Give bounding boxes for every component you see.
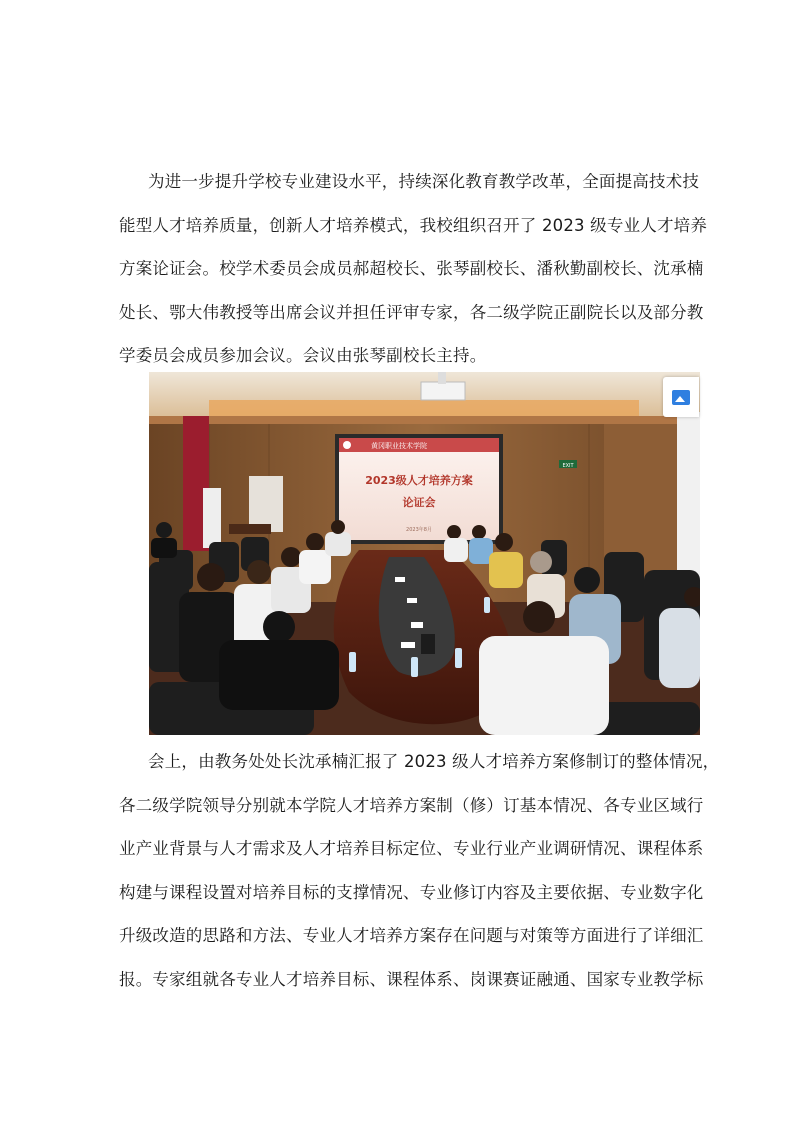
- intro-line: 为进一步提升学校专业建设水平，持续深化教育教学改革，全面提高技术技: [148, 172, 700, 191]
- intro-line: 学委员会成员参加会议。会议由张琴副校长主持。: [119, 346, 487, 365]
- screen-title-line1: 2023级人才培养方案: [365, 474, 473, 487]
- screen-date: 2023年8月: [406, 527, 432, 533]
- intro-line: 方案论证会。校学术委员会成员郝超校长、张琴副校长、潘秋勤副校长、沈承楠: [119, 259, 704, 278]
- screen-title-line2: 论证会: [402, 496, 436, 509]
- exit-sign-label: EXIT: [562, 463, 574, 469]
- intro-paragraph: [119, 160, 708, 378]
- report-paragraph: [119, 740, 720, 1001]
- projection-screen: [339, 438, 499, 540]
- report-line: 业产业背景与人才需求及人才培养目标定位、专业行业产业调研情况、课程体系: [119, 839, 704, 858]
- intro-line: 能型人才培养质量，创新人才培养模式，我校组织召开了 2023 级专业人才培养: [119, 215, 708, 235]
- report-line: 构建与课程设置对培养目标的支撑情况、专业修订内容及主要依据、专业数字化: [119, 882, 704, 902]
- report-line: 报。专家组就各专业人才培养目标、课程体系、岗课赛证融通、国家专业教学标: [119, 969, 704, 989]
- meeting-photo: [149, 372, 700, 735]
- image-viewer-icon: [672, 390, 690, 405]
- report-line: 会上，由教务处处长沈承楠汇报了 2023 级人才培养方案修制订的整体情况，: [148, 752, 720, 771]
- image-viewer-button[interactable]: [663, 377, 699, 417]
- report-line: 升级改造的思路和方法、专业人才培养方案存在问题与对策等方面进行了详细汇: [119, 926, 704, 945]
- report-line: 各二级学院领导分别就本学院人才培养方案制（修）订基本情况、各专业区域行: [119, 795, 704, 815]
- screen-header-text: 黄冈职业技术学院: [371, 442, 427, 450]
- intro-line: 处长、鄂大伟教授等出席会议并担任评审专家，各二级学院正副院长以及部分教: [119, 302, 704, 322]
